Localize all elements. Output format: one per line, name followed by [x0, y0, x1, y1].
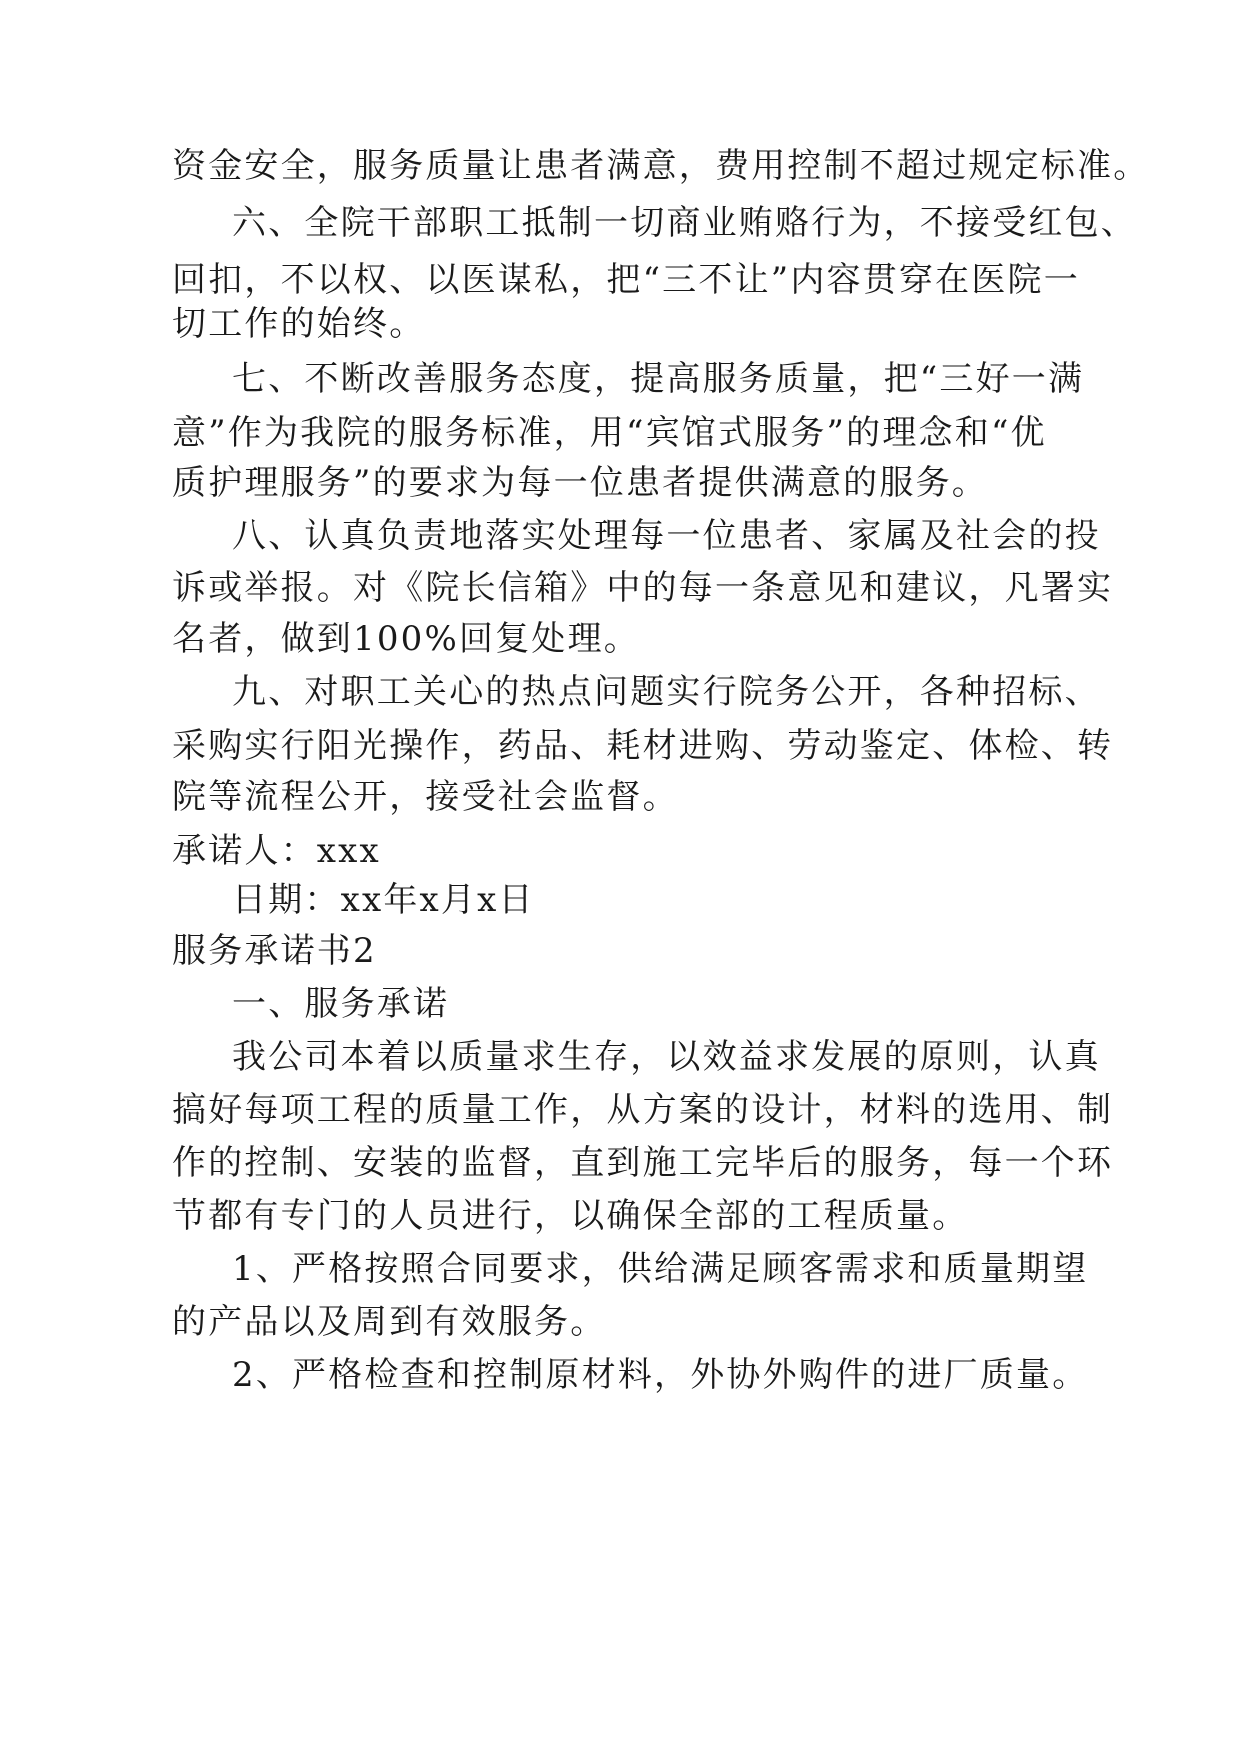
text-line: 节都有专门的人员进行，以确保全部的工程质量。	[172, 1196, 969, 1236]
text-line: 作的控制、安装的监督，直到施工完毕后的服务，每一个环	[172, 1143, 1114, 1183]
text-line: 院等流程公开，接受社会监督。	[172, 777, 679, 817]
section-title: 服务承诺书2	[172, 931, 377, 971]
text-line: 的产品以及周到有效服务。	[172, 1302, 607, 1342]
text-line: 2、严格检查和控制原材料，外协外购件的进厂质量。	[232, 1355, 1089, 1395]
text-line: 采购实行阳光操作，药品、耗材进购、劳动鉴定、体检、转	[172, 726, 1114, 766]
text-line: 搞好每项工程的质量工作，从方案的设计，材料的选用、制	[172, 1090, 1114, 1130]
text-line: 资金安全，服务质量让患者满意，费用控制不超过规定标准。	[172, 146, 1150, 186]
text-line: 我公司本着以质量求生存，以效益求发展的原则，认真	[232, 1037, 1101, 1077]
subsection-heading: 一、服务承诺	[232, 984, 450, 1024]
text-line: 回扣，不以权、以医谋私，把“三不让”内容贯穿在医院一	[172, 260, 1080, 300]
text-line: 七、不断改善服务态度，提高服务质量，把“三好一满	[232, 359, 1085, 399]
text-line: 切工作的始终。	[172, 304, 426, 344]
text-line: 六、全院干部职工抵制一切商业贿赂行为，不接受红包、	[232, 203, 1137, 243]
text-line: 名者，做到100%回复处理。	[172, 619, 641, 659]
signatory-line: 承诺人：xxx	[172, 831, 381, 871]
text-line: 质护理服务”的要求为每一位患者提供满意的服务。	[172, 463, 988, 503]
text-line: 诉或举报。对《院长信箱》中的每一条意见和建议，凡署实	[172, 568, 1114, 608]
text-line: 八、认真负责地落实处理每一位患者、家属及社会的投	[232, 516, 1101, 556]
text-line: 意”作为我院的服务标准，用“宾馆式服务”的理念和“优	[172, 413, 1047, 453]
date-line: 日期：xx年x月x日	[232, 880, 535, 920]
text-line: 1、严格按照合同要求，供给满足顾客需求和质量期望	[232, 1249, 1089, 1289]
text-line: 九、对职工关心的热点问题实行院务公开，各种招标、	[232, 672, 1101, 712]
